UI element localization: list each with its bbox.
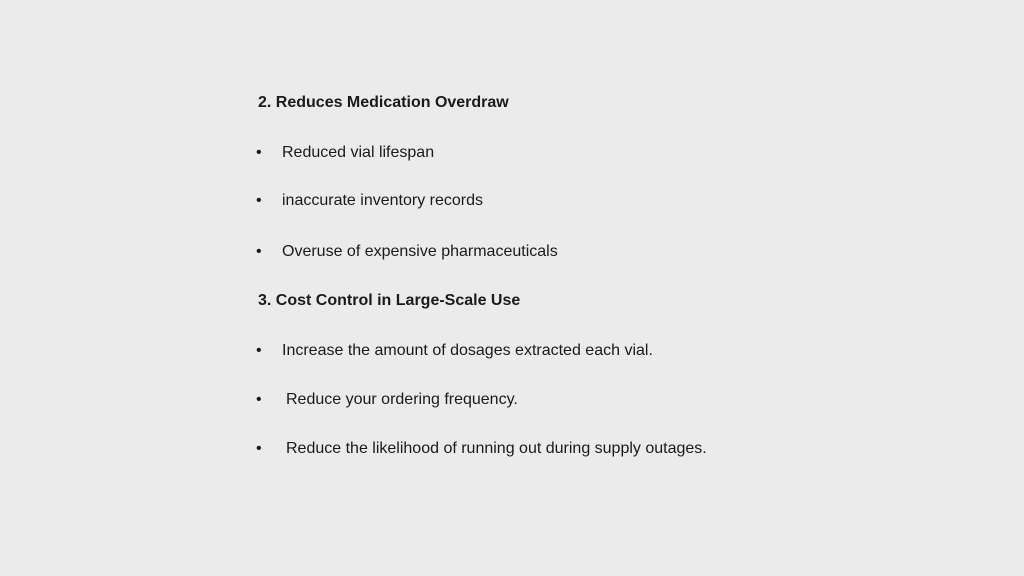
bullet-dot-icon: •	[256, 391, 262, 408]
section-heading-cost-control: 3. Cost Control in Large-Scale Use	[258, 292, 521, 309]
bullet-dot-icon: •	[256, 192, 262, 209]
bullet-dot-icon: •	[256, 342, 262, 359]
bullet-text: inaccurate inventory records	[282, 192, 483, 209]
bullet-dot-icon: •	[256, 144, 262, 161]
bullet-dot-icon: •	[256, 440, 262, 457]
bullet-text: Reduced vial lifespan	[282, 144, 435, 161]
section-heading-overdraw: 2. Reduces Medication Overdraw	[258, 94, 509, 111]
bullet-text: Reduce your ordering frequency.	[286, 391, 518, 408]
bullet-text: Overuse of expensive pharmaceuticals	[282, 243, 558, 260]
bullet-dot-icon: •	[256, 243, 262, 260]
bullet-text: Increase the amount of dosages extracted each vial.	[282, 342, 653, 359]
bullet-text: Reduce the likelihood of running out during supply outages.	[286, 440, 707, 457]
